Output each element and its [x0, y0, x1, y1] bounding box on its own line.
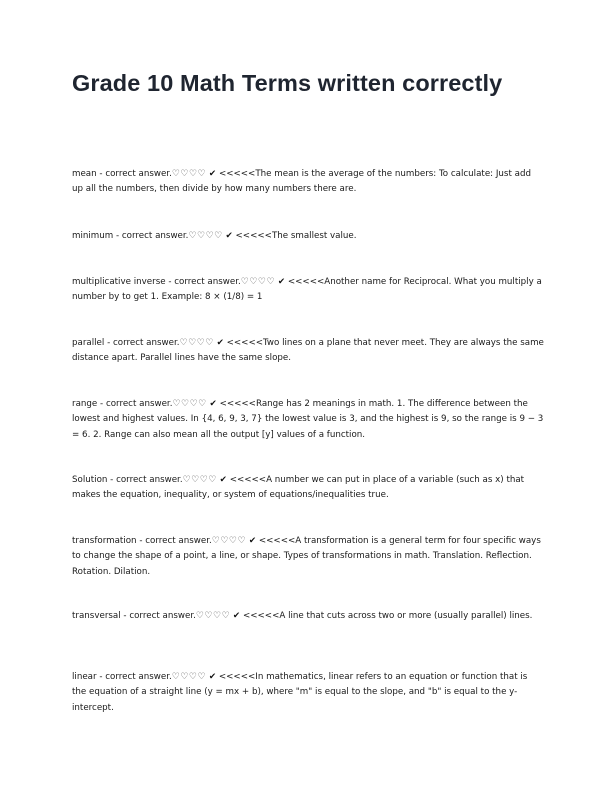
term-entry-solution	[72, 473, 544, 504]
term-entry-mean	[72, 167, 544, 198]
answer-label: correct answer.	[105, 672, 172, 682]
term-name: range	[72, 399, 98, 409]
hearts-icon: ♡♡♡♡	[195, 611, 231, 621]
check-icon: ✔	[225, 231, 233, 241]
term-definition: A line that cuts across two or more (usually parallel) lines.	[279, 611, 533, 621]
check-icon: ✔	[216, 338, 224, 348]
term-entry-minimum	[72, 229, 544, 244]
term-definition: The mean is the average of the numbers: To calculate: Just add up all the numbers, then divide by how many numbers there are.	[72, 169, 531, 195]
arrows-marker: <<<<<	[287, 277, 325, 287]
term-entry-transversal	[72, 609, 544, 624]
answer-label: correct answer.	[116, 475, 183, 485]
term-entry-linear	[72, 670, 544, 716]
check-icon: ✔	[208, 169, 217, 179]
arrows-marker: <<<<<	[229, 475, 267, 485]
term-separator: -	[97, 399, 106, 409]
term-definition: A number we can put in place of a variable (such as x) that makes the equation, inequality, or system of equations/inequalities true.	[72, 475, 525, 501]
answer-label: correct answer.	[129, 611, 196, 621]
check-icon: ✔	[208, 672, 217, 682]
term-name: transversal	[72, 611, 121, 621]
hearts-icon: ♡♡♡♡	[171, 672, 207, 682]
check-icon: ✔	[209, 399, 217, 409]
term-name: minimum	[72, 231, 114, 241]
arrows-marker: <<<<<	[218, 672, 256, 682]
term-definition: A transformation is a general term for four specific ways to change the shape of a point, a line, or shape. Types of transformations in math. Translation. Reflection. Rotation. Dilation.	[72, 536, 541, 577]
term-definition: The smallest value.	[271, 231, 357, 241]
arrows-marker: <<<<<	[226, 338, 264, 348]
check-icon: ✔	[219, 475, 227, 485]
check-icon: ✔	[248, 536, 257, 546]
arrows-marker: <<<<<	[258, 536, 296, 546]
term-separator: -	[113, 231, 122, 241]
term-definition: Two lines on a plane that never meet. They are always the same distance apart. Parallel lines have the same slope.	[72, 338, 544, 364]
term-definition: Another name for Reciprocal. What you multiply a number by to get 1. Example: 8 × (1/8) = 1	[72, 277, 542, 303]
term-entry-parallel	[72, 336, 544, 367]
term-name: Solution	[72, 475, 108, 485]
answer-label: correct answer.	[145, 536, 212, 546]
answer-label: correct answer.	[121, 231, 189, 241]
hearts-icon: ♡♡♡♡	[211, 536, 247, 546]
term-name: multiplicative inverse	[72, 277, 166, 287]
check-icon: ✔	[232, 611, 241, 621]
term-name: linear	[72, 672, 97, 682]
answer-label: correct answer.	[105, 399, 173, 409]
answer-label: correct answer.	[105, 169, 172, 179]
term-separator: -	[165, 277, 175, 287]
hearts-icon: ♡♡♡♡	[172, 399, 207, 409]
term-separator: -	[107, 475, 117, 485]
hearts-icon: ♡♡♡♡	[182, 475, 217, 485]
term-definition: Range has 2 meanings in math. 1. The difference between the lowest and highest values. In {4, 6, 9, 3, 7} the lowest value is 3, and the highest is 9, so the range is 9 − 3 = 6. 2. Range can also mean all the output [y] values of a function.	[72, 399, 544, 440]
term-separator: -	[96, 169, 106, 179]
term-separator: -	[104, 338, 113, 348]
hearts-icon: ♡♡♡♡	[179, 338, 214, 348]
arrows-marker: <<<<<	[219, 399, 256, 409]
arrows-marker: <<<<<	[218, 169, 256, 179]
term-name: mean	[72, 169, 97, 179]
term-separator: -	[120, 611, 130, 621]
term-name: transformation	[72, 536, 137, 546]
term-name: parallel	[72, 338, 105, 348]
term-entry-transformation	[72, 534, 544, 580]
term-separator: -	[136, 536, 146, 546]
hearts-icon: ♡♡♡♡	[171, 169, 207, 179]
hearts-icon: ♡♡♡♡	[240, 277, 276, 287]
arrows-marker: <<<<<	[242, 611, 280, 621]
check-icon: ✔	[277, 277, 286, 287]
term-definition: In mathematics, linear refers to an equation or function that is the equation of a straight line (y = mx + b), where "m" is equal to the slope, and "b" is equal to the y-intercept.	[72, 672, 528, 713]
hearts-icon: ♡♡♡♡	[188, 231, 223, 241]
arrows-marker: <<<<<	[235, 231, 272, 241]
answer-label: correct answer.	[174, 277, 241, 287]
term-entry-range	[72, 397, 544, 443]
answer-label: correct answer.	[113, 338, 180, 348]
page-title: Grade 10 Math Terms written correctly	[72, 70, 503, 96]
term-entry-multiplicative-inverse	[72, 275, 544, 306]
term-separator: -	[96, 672, 106, 682]
